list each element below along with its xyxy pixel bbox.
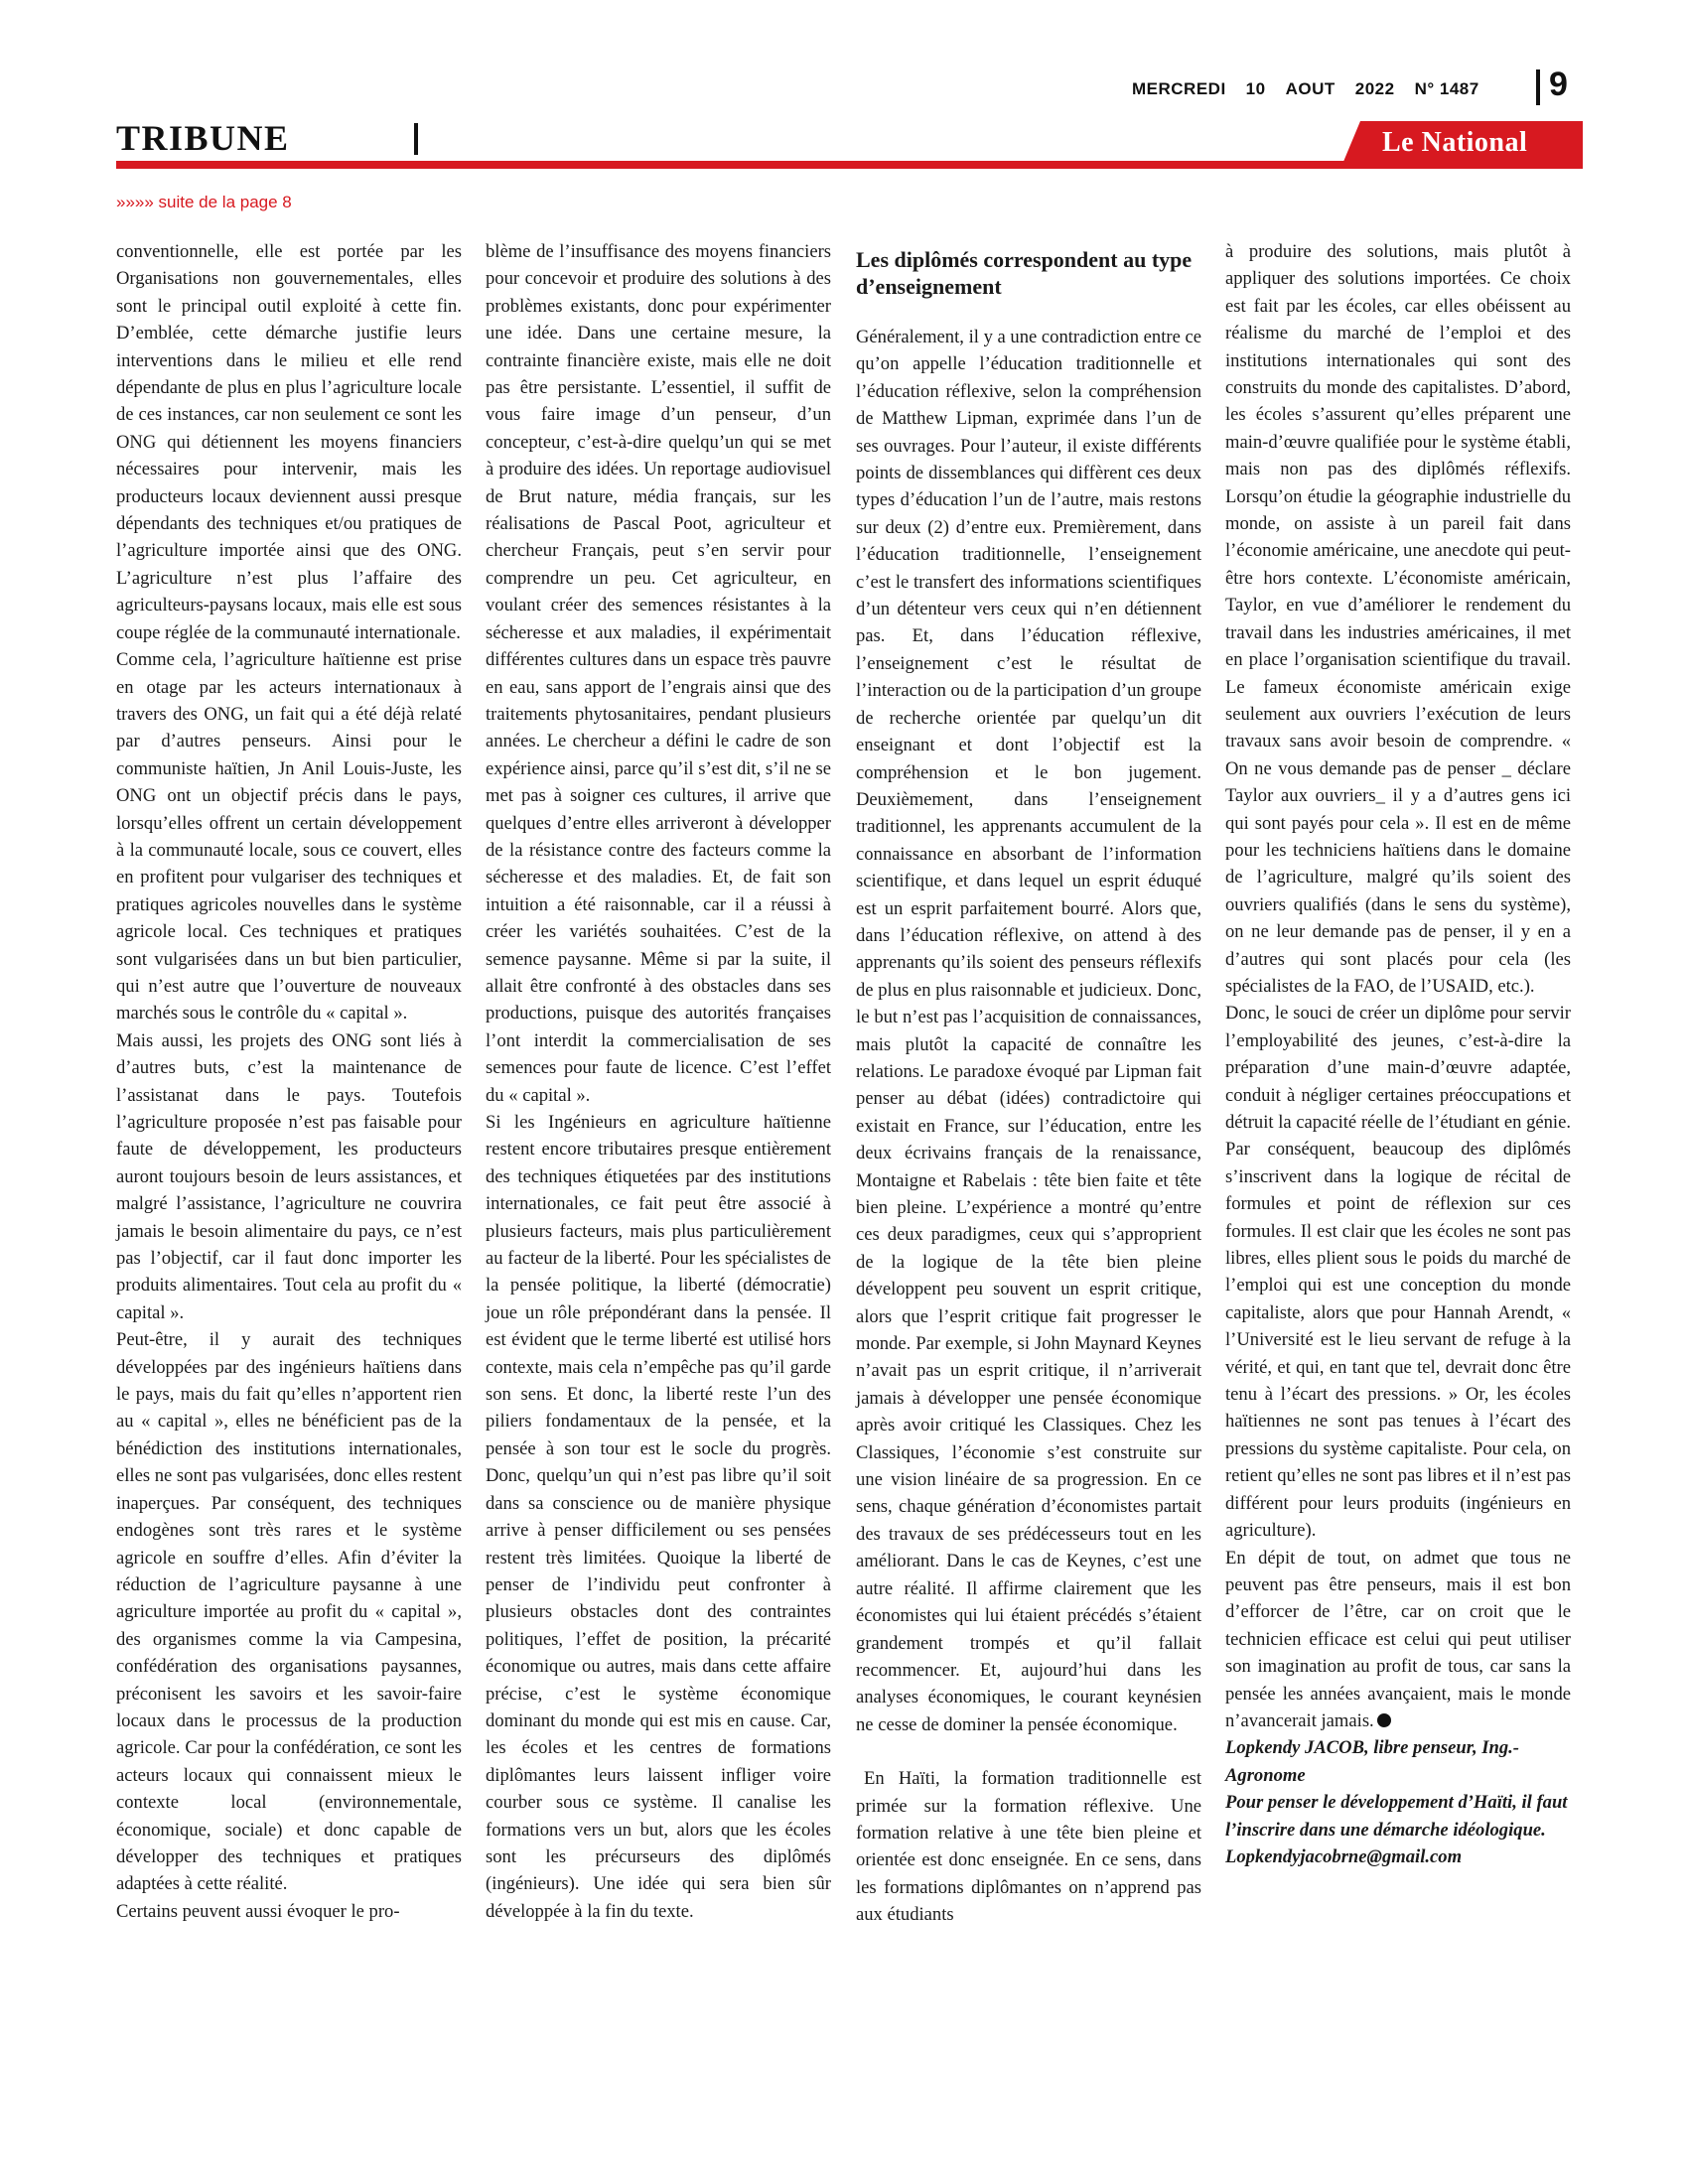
end-of-article-icon [1377,1713,1391,1727]
paragraph: Certains peuvent aussi évoquer le pro- [116,1900,400,1922]
article-column-1 [116,238,462,1925]
author-signature: Lopkendy JACOB, libre penseur, Ing.-Agronome [1225,1737,1519,1786]
continued-from-label: »»»» suite de la page 8 [116,193,292,211]
section-title-divider [414,123,418,155]
paragraph: Peut-être, il y aurait des techniques développées par des ingénieurs haïtiens dans le pays, mais du fait qu’elles n’apportent rien au « capital », elles ne bénéficient pas de la bénédiction des institutions internationales, elles ne sont pas vulgarisées, donc elles restent inaperçues. Par conséquent, des techniques endogènes sont très rares et le système agricole en souffre d’elles. Afin d’éviter la réduction de l’agriculture paysanne à une agriculture importée au profit du « capital », des organismes comme la via Campesina, confédération des organisations paysannes, préconisent les savoirs et les savoir-faire locaux dans le processus de la production agricole. Car pour la confédération, ce sont les acteurs locaux qui connaissent mieux le contexte local (environnementale, économique, sociale) et donc capable de développer des techniques et pratiques adaptées à cette réalité. [116,1329,463,1895]
header-meta [1132,79,1479,99]
header-year: 2022 [1354,79,1395,98]
paragraph: Comme cela, l’agriculture haïtienne est prise en otage par les acteurs internationaux à travers des ONG, un fait qui a été déjà relaté par d’autres penseurs. Ainsi pour le communiste haïtien, Jn Anil Louis-Juste, les ONG ont un objectif précis dans le pays, lorsqu’elles offrent un certain développement à la communauté locale, sous ce couvert, elles en profitent pour vulgariser des techniques et pratiques agricoles nouvelles dans le système agricole local. Ces techniques et pratiques sont vulgarisées dans un but bien particulier, qui n’est autre que l’ouverture de nouveaux marchés sous le contrôle du « capital ». [116,649,462,1024]
brand-name: Le National [1382,127,1528,158]
paragraph: blème de l’insuffisance des moyens financiers pour concevoir et produire des solutions à des problèmes existants, donc pour expérimenter une idée. Dans une certaine mesure, la contrainte financière existe, mais elle ne doit pas être persistante. L’essentiel, il suffit de vous faire image d’un penseur, d’un concepteur, c’est-à-dire quelqu’un qui se met à produire des idées. Un reportage audiovisuel de Brut nature, média français, sur les réalisations de Pascal Poot, agriculteur et chercheur Français, peut s’en servir pour comprendre un peu. Cet agriculteur, en voulant créer des semences résistantes à la sécheresse et aux maladies, il expérimentait différentes cultures dans un espace très pauvre en eau, sans apport de l’engrais ainsi que des traitements phytosanitaires, pendant plusieurs années. Le chercheur a défini le cadre de son expérience ainsi, parce qu’il s’est dit, s’il ne se met pas à soigner ces cultures, il arrive que quelques d’entre elles arriveront à développer de la résistance contre des facteurs comme la sécheresse et des maladies. Et, de fait son intuition a été raisonnable, car il a réussi à créer les variétés souhaitées. C’est de la semence paysanne. Même si par la suite, il allait être confronté à des obstacles dans ses productions, puisque des autorités françaises l’ont interdit la commercialisation de ses semences pour faute de licence. C’est l’effet du « capital ». [486,241,831,1106]
header-rule [116,161,1583,169]
section-title: TRIBUNE [116,118,290,158]
paragraph: Donc, le souci de créer un diplôme pour servir l’employabilité des jeunes, c’est-à-dire la préparation d’une main-d’œuvre adaptée, conduit à négliger certaines préoccupations et détruit la capacité réelle de l’étudiant en génie. Par conséquent, beaucoup des diplômés s’inscrivent dans la logique de récital de formules et point de réflexion sur ces formules. Il est clair que les écoles ne sont pas libres, elles plient sous le poids du marché de l’emploi qui est une conception du monde capitaliste, alors que pour Hannah Arendt, « l’Université est le lieu servant de refuge à la vérité, et qui, en tant que tel, devrait donc être tenu à l’écart des pressions. » Or, les écoles haïtiennes ne sont pas tenues à l’écart des pressions du système capitaliste. Pour cela, on retient qu’elles ne sont pas libres et il n’est pas différent pour leurs produits (ingénieurs en agriculture). [1225,1003,1571,1542]
paragraph-text: En dépit de tout, on admet que tous ne peuvent pas être penseurs, mais il est bon d’efforcer de l’être, car on croit que le technicien efficace est celui qui peut utiliser son imagination au profit de tous, car sans la pensée les années avançaient, mais le monde n’avancerait jamais. [1225,1547,1571,1731]
article-column-4 [1225,238,1571,1870]
paragraph: En Haïti, la formation traditionnelle est primée sur la formation réflexive. Une formation relative à une tête bien pleine et orientée est donc enseignée. En ce sens, dans les formations diplômantes on n’apprend pas aux étudiants [856,1768,1201,1926]
page-number: 9 [1549,66,1568,103]
header-month: AOUT [1285,79,1336,98]
header-issue: N° 1487 [1414,79,1479,98]
paragraph: Mais aussi, les projets des ONG sont liés à d’autres buts, c’est la maintenance de l’assistanat dans le pays. Toutefois l’agriculture proposée n’est pas faisable pour faute de développement, les producteurs auront toujours besoin de leurs assistances, et malgré l’assistance, l’agriculture ne couvrira jamais le besoin alimentaire du pays, ce n’est pas l’objectif, car il faut donc importer les produits alimentaires. Tout cela au profit du « capital ». [116,1029,462,1323]
author-tagline: Pour penser le développement d’Haïti, il faut l’inscrire dans une démarche idéologique. [1225,1792,1568,1841]
author-email: Lopkendyjacobrne@gmail.com [1225,1845,1463,1867]
page-number-divider [1536,69,1540,105]
paragraph: conventionnelle, elle est portée par les Organisations non gouvernementales, elles sont le principal outil exploité à cette fin. D’emblée, cette démarche justifie leurs interventions dans le milieu et elle rend dépendante de plus en plus l’agriculture locale de ces instances, car non seulement ce sont les ONG qui détiennent les moyens financiers nécessaires pour intervenir, mais les producteurs locaux deviennent aussi presque dépendants des techniques et/ou pratiques de l’agriculture importée ainsi que des ONG. L’agriculture n’est plus l’affaire des agriculteurs-paysans locaux, mais elle est sous coupe réglée de la communauté internationale. [116,241,462,643]
paragraph: à produire des solutions, mais plutôt à appliquer des solutions importées. Ce choix est fait par les écoles, car elles obéissent au réalisme du marché de l’emploi et des institutions internationales qui sont des construits du monde des capitalistes. D’abord, les écoles s’assurent qu’elles préparent une main-d’œuvre qualifiée pour le système établi, mais non pas des diplômés réflexifs. Lorsqu’on étudie la géographie industrielle du monde, on assiste à un pareil fait dans l’économie américaine, une anecdote qui peut-être hors contexte. L’économiste américain, Taylor, en vue d’améliorer le rendement du travail dans les industries américaines, il met en place l’organisation scientifique du travail. Le fameux économiste américain exige seulement aux ouvriers l’exécution de leurs travaux sans avoir besoin de comprendre. « On ne vous demande pas de penser _ déclare Taylor aux ouvriers_ il y a d’autres gens ici qui sont payés pour cela ». Il est en de même pour les techniciens haïtiens dans le domaine de l’agriculture, malgré qu’ils soient des ouvriers qualifiés (dans le sens du système), on ne leur demande pas de penser, il y en a d’autres qui sont placés pour cela (les spécialistes de la FAO, de l’USAID, etc.). [1225,241,1571,997]
article-column-3 [856,238,1201,1929]
article-column-2 [486,238,831,1925]
paragraph [1225,1545,1571,1735]
header-date: 10 [1245,79,1266,98]
paragraph: Généralement, il y a une contradiction entre ce qu’on appelle l’éducation traditionnelle et l’éducation réflexive, selon la compréhension de Matthew Lipman, exprimée dans l’un de ses ouvrages. Pour l’auteur, il existe différents points de dissemblances qui diffèrent ces deux types d’éducation l’un de l’autre, mais restons sur deux (2) d’entre eux. Premièrement, dans l’éducation traditionnelle, l’enseignement c’est le transfert des informations scientifiques d’un détenteur vers ceux qui n’en détiennent pas. Et, dans l’éducation réflexive, l’enseignement c’est le résultat de l’interaction ou de la participation d’un groupe de recherche orientée par quelqu’un dit enseignant et dont l’objectif est la compréhension et le bon jugement. Deuxièmement, dans l’enseignement traditionnel, les apprenants accumulent de la connaissance en absorbant de l’information scientifique, et dans lequel un esprit éduqué est un esprit parfaitement bourré. Alors que, dans l’éducation réflexive, on attend à des apprenants qu’ils soient des penseurs réflexifs de plus en plus raisonnable et judicieux. Donc, le but n’est pas l’acquisition de connaissances, mais plutôt la capacité de connaître les relations. Le paradoxe évoqué par Lipman fait penser au débat (idées) contradictoire qui existait en France, sur l’éducation, entre les deux écrivains français de la renaissance, Montaigne et Rabelais : tête bien faite et tête bien pleine. L’expérience a montré qu’entre ces deux paradigmes, ceux qui s’approprient de la logique de la tête bien pleine développent peu souvent un esprit critique, alors que l’esprit critique fait progresser le monde. Par exemple, si John Maynard Keynes n’avait pas un esprit critique, il n’arriverait jamais à développer une pensée économique après avoir critiqué les Classiques. Chez les Classiques, l’économie s’est construite sur une vision linéaire de sa progression. En ce sens, chaque génération d’économistes partait des travaux de ses prédécesseurs tout en les améliorant. Dans le cas de Keynes, c’est une autre réalité. Il affirme clairement que les économistes qui lui étaient précédés s’étaient grandement trompés et qu’il fallait recommencer. Et, aujourd’hui dans les analyses économiques, le courant keynésien ne cesse de dominer la pensée économique. [856,327,1201,1735]
header-day: MERCREDI [1132,79,1226,98]
paragraph: Si les Ingénieurs en agriculture haïtienne restent encore tributaires presque entièrement des techniques étiquetées par des institutions internationales, ce fait peut être associé à plusieurs facteurs, mais plus particulièrement au facteur de la liberté. Pour les spécialistes de la pensée politique, la liberté (démocratie) joue un rôle prépondérant dans la pensée. Il est évident que le terme liberté est utilisé hors contexte, mais cela n’empêche pas qu’il garde son sens. Et donc, la liberté reste l’un des piliers fondamentaux de la pensée, et la pensée à son tour est le socle du progrès. Donc, quelqu’un qui n’est pas libre qu’il soit dans sa conscience ou de manière physique arrive à penser difficilement ou ses pensées restent très limitées. Quoique la liberté de penser de l’individu peut confronter à plusieurs obstacles dont des contraintes politiques, l’effet de position, la précarité économique ou autres, mais dans cette affaire précise, c’est le système économique dominant du monde qui est mis en cause. Car, les écoles et les centres de formations diplômantes leurs laissent infliger voire courber sous ce système. Il canalise les formations vers un but, alors que les écoles sont les précurseurs des diplômés (ingénieurs). Une idée qui sera bien sûr développée à la fin du texte. [486,1112,831,1922]
subsection-heading: Les diplômés correspondent au type d’enseignement [856,247,1193,299]
